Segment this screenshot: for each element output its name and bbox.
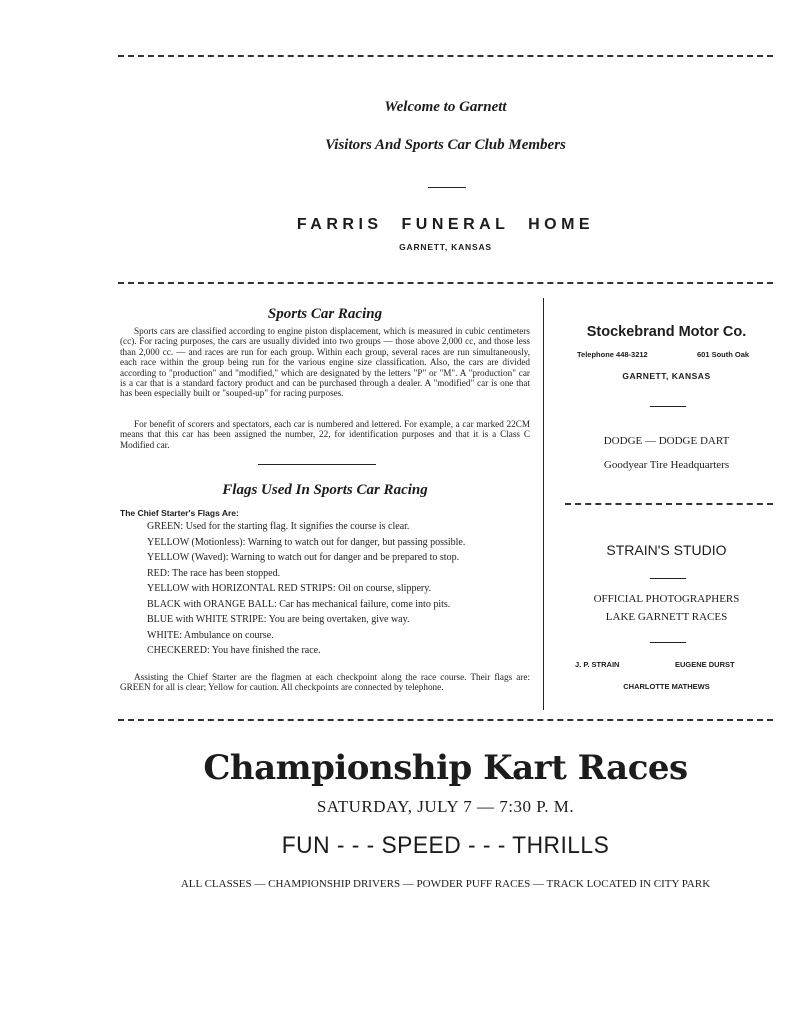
flag-item: GREEN: Used for the starting flag. It signifies the course is clear.: [147, 521, 410, 532]
flag-item: BLACK with ORANGE BALL: Car has mechanical failure, come into pits.: [147, 598, 451, 610]
stockebrand-name: Stockebrand Motor Co.: [586, 324, 747, 340]
racing-paragraph-1-text: Sports cars are classified according to engine piston displacement, which is measured in cubic centimeters (cc). For racing purposes, the cars are usually divided into two groups — those above 2,000 cc, and those less than 2,000 cc. — and races are run for each group. Within each group, several races are run simultaneously, each race within the group being run for the various engine size classification. Also, the cars are divided according to "production" and "modified," which are designated by the letters "P" or "M". A "production" car is a car that is a standard factory product and can be purchased through a dealer. A "modified" car is one that has been especially built or "souped-up" for racing purposes.: [120, 326, 530, 399]
strain-short-rule-1: [650, 578, 686, 579]
stockebrand-tires: Goodyear Tire Headquarters: [603, 459, 730, 471]
flag-item: YELLOW (Waved): Warning to watch out for danger and be prepared to stop.: [147, 552, 460, 563]
stockebrand-address: 601 South Oak: [697, 350, 750, 359]
strain-short-rule-2: [650, 642, 686, 643]
flag-item: YELLOW with HORIZONTAL RED STRIPS: Oil on course, slippery.: [147, 583, 432, 594]
strain-studio-name: STRAIN'S STUDIO: [606, 542, 727, 558]
strain-person-2: EUGENE DURST: [675, 660, 735, 669]
welcome-line-2: Visitors And Sports Car Club Members: [325, 137, 566, 153]
top-divider: [118, 55, 773, 57]
racing-short-rule: [258, 464, 376, 465]
kart-tagline: FUN - - - SPEED - - - THRILLS: [281, 832, 610, 859]
flags-intro: The Chief Starter's Flags Are:: [120, 508, 239, 518]
stockebrand-phone: Telephone 448-3212: [577, 350, 648, 359]
funeral-home-location: GARNETT, KANSAS: [399, 242, 492, 252]
strain-line-1: OFFICIAL PHOTOGRAPHERS: [593, 593, 740, 605]
stockebrand-short-rule: [650, 406, 686, 407]
kart-footer: ALL CLASSES — CHAMPIONSHIP DRIVERS — POWDER PUFF RACES — TRACK LOCATED IN CITY PARK: [180, 878, 711, 890]
stockebrand-brands: DODGE — DODGE DART: [603, 435, 730, 447]
kart-title: Championship Kart Races: [203, 748, 688, 788]
right-column-divider: [565, 503, 773, 505]
flags-list: [147, 519, 532, 659]
funeral-home-name: FARRIS FUNERAL HOME: [296, 216, 595, 233]
funeral-divider: [118, 282, 773, 284]
racing-paragraph-1: [120, 326, 530, 399]
kart-date: SATURDAY, JULY 7 — 7:30 P. M.: [316, 797, 575, 816]
flag-item: BLUE with WHITE STRIPE: You are being overtaken, give way.: [147, 614, 410, 625]
racing-title: Sports Car Racing: [267, 306, 383, 322]
strain-person-3: CHARLOTTE MATHEWS: [623, 682, 710, 691]
strain-person-1: J. P. STRAIN: [575, 660, 620, 669]
column-divider: [543, 298, 544, 710]
welcome-line-1: Welcome to Garnett: [384, 99, 507, 115]
flags-footer: [120, 672, 530, 693]
flag-item: WHITE: Ambulance on course.: [147, 629, 274, 641]
flags-footer-text: Assisting the Chief Starter are the flagmen at each checkpoint along the race course. Their flags are: GREEN for all is clear; Yellow for caution. All checkpoints are connected by telephone.: [120, 672, 530, 693]
strain-line-2: LAKE GARNETT RACES: [605, 611, 728, 623]
flag-item: CHECKERED: You have finished the race.: [147, 645, 321, 656]
racing-paragraph-2: [120, 419, 530, 450]
flag-item: RED: The race has been stopped.: [147, 567, 281, 579]
flags-title: Flags Used In Sports Car Racing: [222, 482, 428, 498]
racing-paragraph-2-text: For benefit of scorers and spectators, each car is numbered and lettered. For example, a car marked 22CM means that this car has been assigned the number, 22, for identification purposes and that it is a Class C Modified car.: [120, 419, 530, 450]
kart-divider: [118, 719, 773, 721]
flag-item: YELLOW (Motionless): Warning to watch out for danger, but passing possible.: [147, 536, 466, 548]
stockebrand-city: GARNETT, KANSAS: [622, 371, 711, 381]
welcome-short-rule: [428, 187, 466, 188]
